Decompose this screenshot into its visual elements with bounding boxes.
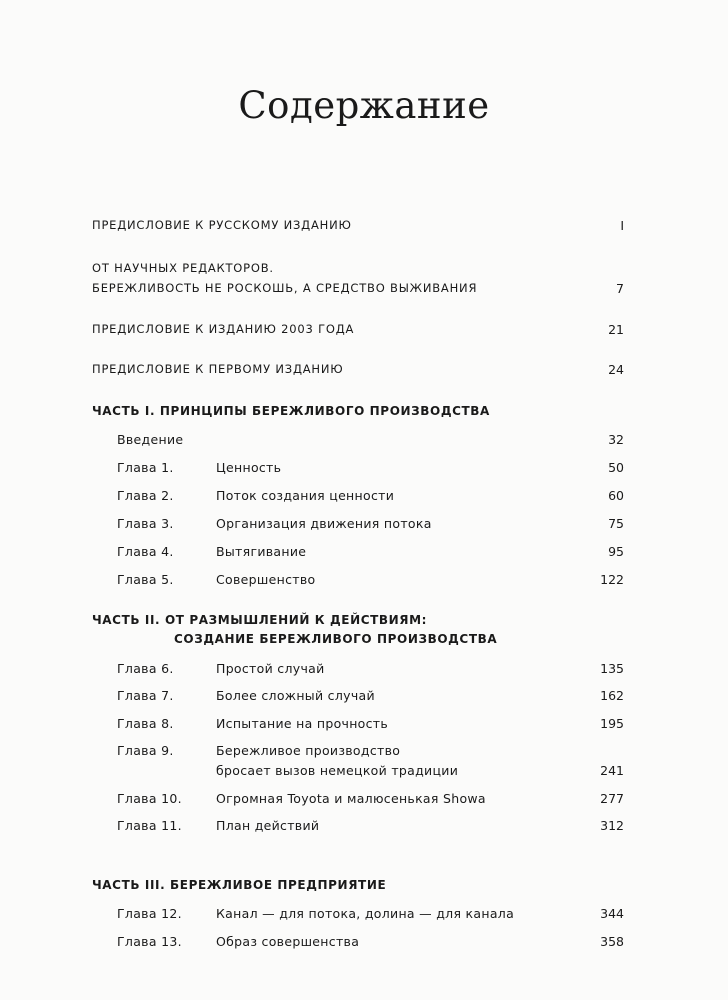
- toc-chapter-title: Бережливое производство: [216, 743, 401, 758]
- toc-page: 135: [600, 661, 624, 676]
- toc-page: I: [620, 218, 624, 233]
- toc-chapter-num: Глава 2.: [117, 488, 174, 503]
- toc-chapter-title: Канал — для потока, долина — для канала: [216, 906, 515, 921]
- toc-part-2b: СОЗДАНИЕ БЕРЕЖЛИВОГО ПРОИЗВОДСТВА: [174, 632, 498, 646]
- toc-page: 162: [600, 688, 624, 703]
- page-title: Содержание: [238, 84, 490, 127]
- toc-chapter-title: Испытание на прочность: [216, 716, 389, 731]
- toc-page: 195: [600, 716, 624, 731]
- toc-part-3: ЧАСТЬ III. БЕРЕЖЛИВОЕ ПРЕДПРИЯТИЕ: [92, 878, 387, 892]
- toc-page: 241: [600, 763, 624, 778]
- toc-chapter-num: Глава 6.: [117, 661, 174, 676]
- toc-chapter-num: Глава 10.: [117, 791, 182, 806]
- toc-page: 75: [608, 516, 624, 531]
- toc-chapter-num: Глава 12.: [117, 906, 182, 921]
- toc-part-1: ЧАСТЬ I. ПРИНЦИПЫ БЕРЕЖЛИВОГО ПРОИЗВОДСТВА: [92, 404, 490, 418]
- toc-chapter-num: Глава 9.: [117, 743, 174, 758]
- toc-page: 95: [608, 544, 624, 559]
- toc-chapter-title: Огромная Toyota и малюсенькая Showa: [216, 791, 486, 806]
- toc-page: 21: [608, 322, 624, 337]
- toc-chapter-title: Совершенство: [216, 572, 316, 587]
- toc-page: 24: [608, 362, 624, 377]
- toc-chapter-title: Простой случай: [216, 661, 325, 676]
- toc-front-1: ПРЕДИСЛОВИЕ К РУССКОМУ ИЗДАНИЮ: [92, 218, 352, 232]
- toc-chapter-title: Более сложный случай: [216, 688, 375, 703]
- toc-page: 60: [608, 488, 624, 503]
- toc-chapter-title: План действий: [216, 818, 320, 833]
- toc-chapter-title-cont: бросает вызов немецкой традиции: [216, 763, 459, 778]
- toc-front-3: ПРЕДИСЛОВИЕ К ИЗДАНИЮ 2003 ГОДА: [92, 322, 355, 336]
- toc-page: 7: [616, 281, 624, 296]
- toc-chapter-num: Глава 4.: [117, 544, 174, 559]
- toc-page: 32: [608, 432, 624, 447]
- toc-chapter-num: Глава 7.: [117, 688, 174, 703]
- toc-chapter-num: Глава 5.: [117, 572, 174, 587]
- toc-chapter-title: Вытягивание: [216, 544, 307, 559]
- toc-chapter-num: Глава 11.: [117, 818, 182, 833]
- toc-chapter-title: Ценность: [216, 460, 282, 475]
- toc-front-2b: БЕРЕЖЛИВОСТЬ НЕ РОСКОШЬ, А СРЕДСТВО ВЫЖИВАНИЯ: [92, 281, 478, 295]
- toc-page: 312: [600, 818, 624, 833]
- toc-intro: Введение: [117, 432, 184, 447]
- toc-part-2a: ЧАСТЬ II. ОТ РАЗМЫШЛЕНИЙ К ДЕЙСТВИЯМ:: [92, 613, 428, 627]
- toc-chapter-num: Глава 13.: [117, 934, 182, 949]
- toc-page: 122: [600, 572, 624, 587]
- toc-page: 344: [600, 906, 624, 921]
- toc-chapter-num: Глава 3.: [117, 516, 174, 531]
- toc-chapter-title: Поток создания ценности: [216, 488, 395, 503]
- toc-chapter-title: Образ совершенства: [216, 934, 360, 949]
- toc-chapter-num: Глава 8.: [117, 716, 174, 731]
- toc-page: 50: [608, 460, 624, 475]
- toc-chapter-title: Организация движения потока: [216, 516, 432, 531]
- toc-page: 277: [600, 791, 624, 806]
- toc-page: 358: [600, 934, 624, 949]
- toc-chapter-num: Глава 1.: [117, 460, 174, 475]
- toc-front-2a: ОТ НАУЧНЫХ РЕДАКТОРОВ.: [92, 261, 274, 275]
- toc-front-4: ПРЕДИСЛОВИЕ К ПЕРВОМУ ИЗДАНИЮ: [92, 362, 344, 376]
